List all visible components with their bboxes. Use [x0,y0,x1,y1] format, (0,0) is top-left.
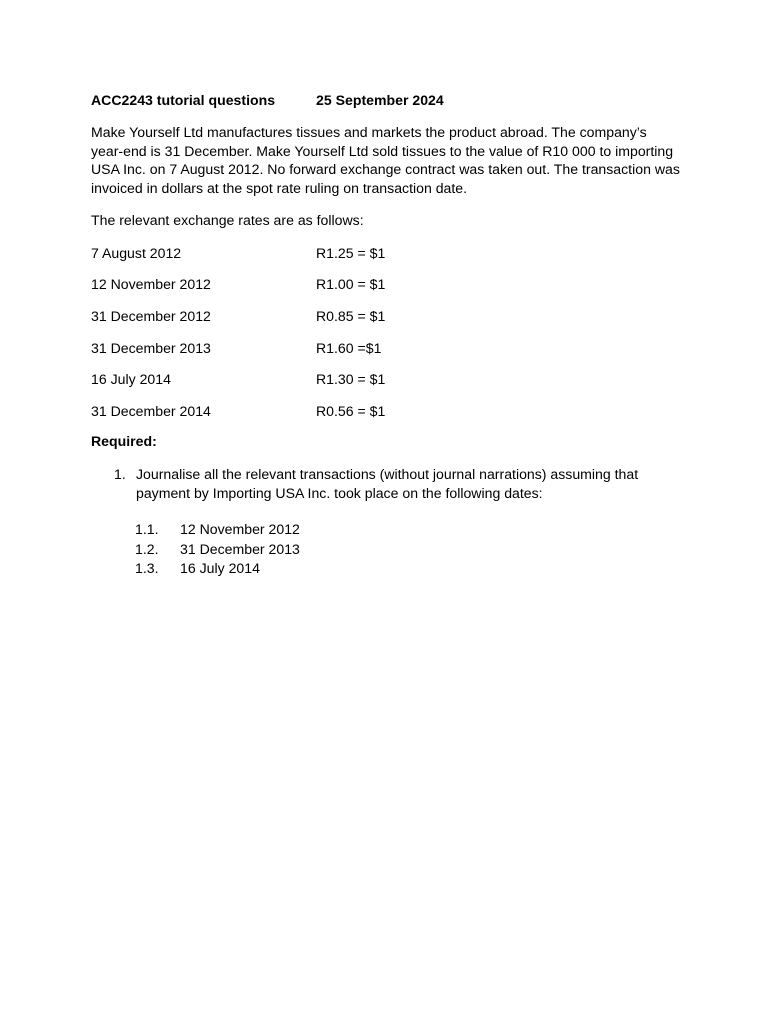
rate-row [91,275,491,293]
rate-value: R1.30 = $1 [316,371,386,387]
intro-paragraph: Make Yourself Ltd manufactures tissues and markets the product abroad. The company’s year-end is 31 December. Make Yourself Ltd sold tissues to the value of R10 000 to importing USA Inc. on 7 August 2012. No forward exchange contract was taken out. The transaction was invoiced in dollars at the spot rate ruling on transaction date. [91,124,680,197]
rate-row [91,370,491,388]
rate-value: R1.00 = $1 [316,276,386,292]
rate-value: R1.60 =$1 [316,340,382,356]
course-title: ACC2243 tutorial questions [91,92,276,108]
required-label: Required: [91,433,157,449]
sub-item-number: 1.1. [135,521,159,537]
rate-row [91,402,491,420]
rate-date: 31 December 2014 [91,403,211,419]
sub-item-number: 1.3. [135,560,159,576]
rate-date: 12 November 2012 [91,276,211,292]
sub-item-text: 16 July 2014 [180,560,260,576]
rate-date: 7 August 2012 [91,245,182,261]
sub-item-text: 31 December 2013 [180,541,300,557]
rate-value: R1.25 = $1 [316,245,386,261]
rate-date: 31 December 2013 [91,340,211,356]
heading-date: 25 September 2024 [316,92,444,108]
rate-row [91,244,491,262]
rate-value: R0.85 = $1 [316,308,386,324]
rate-row [91,307,491,325]
rate-date: 16 July 2014 [91,371,171,387]
rate-row [91,339,491,357]
sub-item-number: 1.2. [135,541,159,557]
sub-item-text: 12 November 2012 [180,521,300,537]
rate-value: R0.56 = $1 [316,403,386,419]
question-number: 1. [114,466,126,482]
question-text: Journalise all the relevant transactions (without journal narrations) assuming that payment by Importing USA Inc. took place on the following dates: [136,466,639,501]
document-heading [91,92,444,108]
rate-date: 31 December 2012 [91,308,211,324]
rates-intro-text: The relevant exchange rates are as follows: [91,212,364,228]
